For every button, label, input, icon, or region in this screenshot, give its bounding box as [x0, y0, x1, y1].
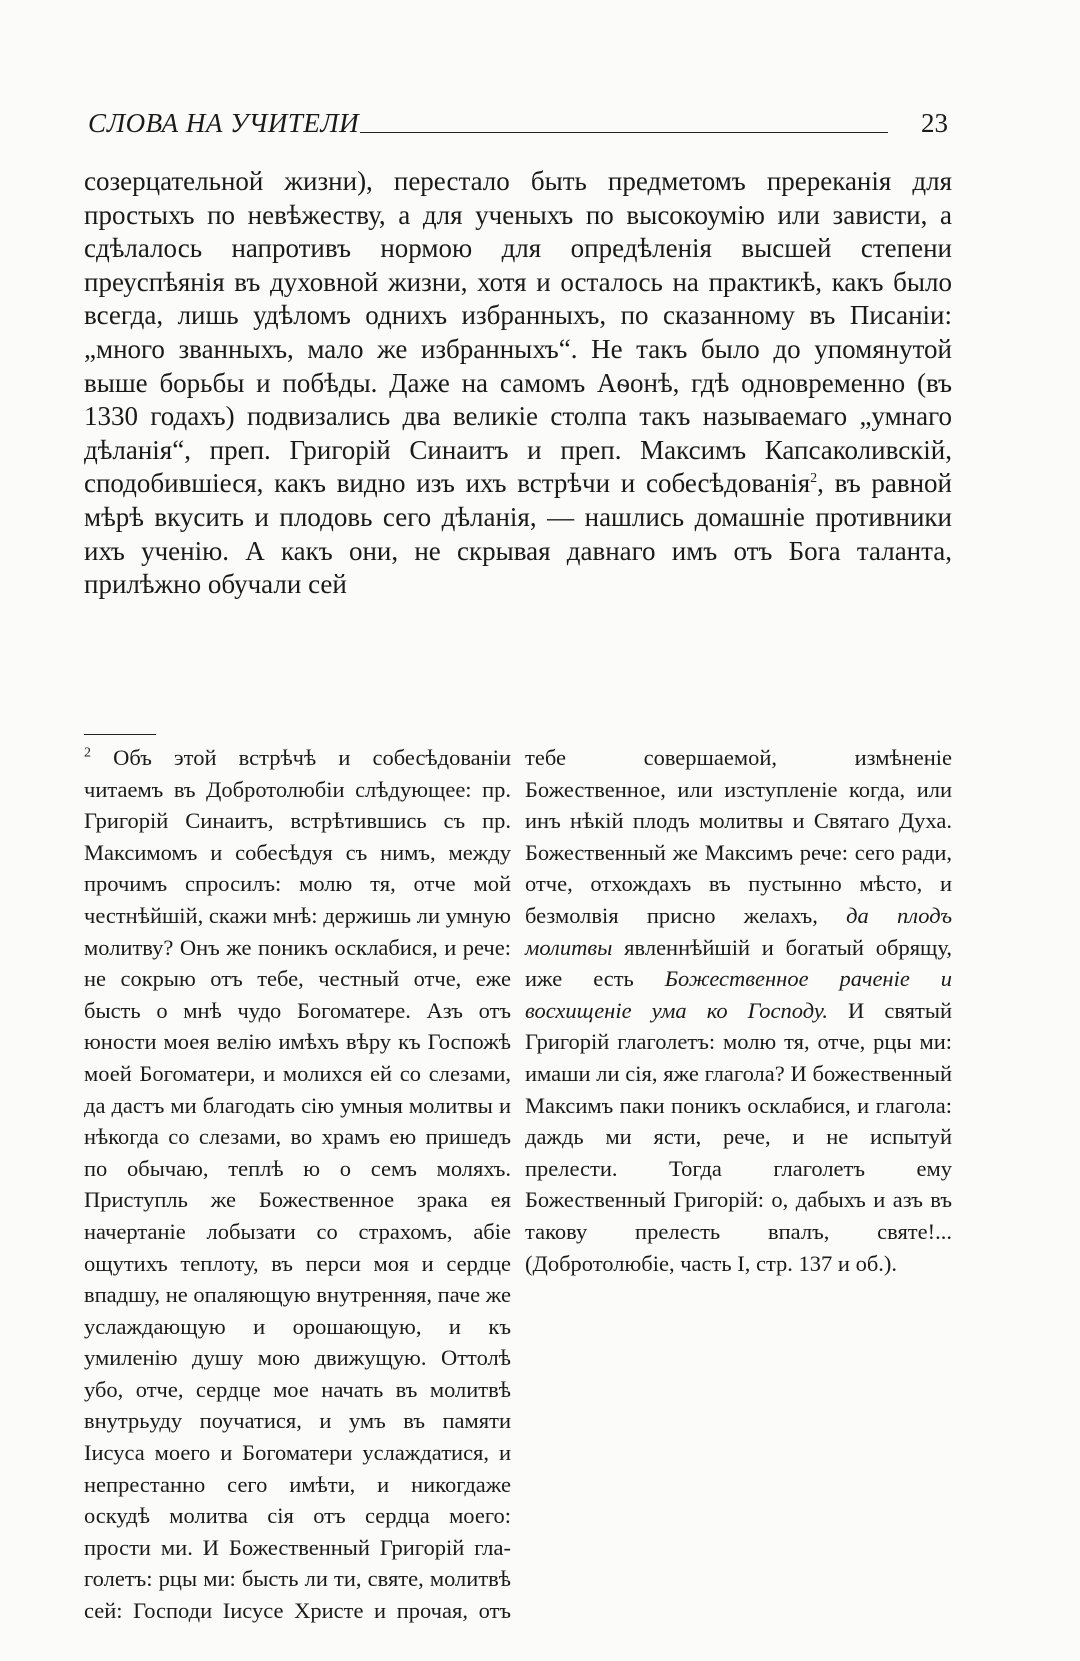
footnote-emphasis-2: Божественное раченіе и восхищеніе ума ко Господу.: [525, 966, 952, 1023]
main-paragraph-text: созерцательной жизни), перестало быть предметомъ пререканія для простыхъ по невѣжеству, а для ученыхъ по высокоумію или зависти, а сдѣлалось напротивъ нормою для опредѣленія высшей степени преуспѣянія въ духовной жизни, хотя и осталось на практикѣ, какъ было всегда, лишь удѣломъ однихъ избранныхъ, по сказанному въ Писаніи: „много званныхъ, мало же избранныхъ“. Не такъ было до упомянутой выше борьбы и побѣды. Даже на самомъ Аѳонѣ, гдѣ одновременно (въ 1330 годахъ) подвизались два великіе столпа такъ называемаго „умнаго дѣланія“, преп. Григорій Синаитъ и преп. Максимъ Капсаколивскій, сподобившіеся, какъ видно изъ ихъ встрѣчи и собесѣдованія: [84, 166, 952, 499]
footnote-text-1: Объ этой встрѣчѣ и собесѣдованіи читаемъ въ Добротолюбіи слѣдующее: пр. Григорій Синаитъ, встрѣтившись съ пр. Максимомъ и собесѣдуя съ нимъ, между прочимъ спросилъ: молю тя, отче мой честнѣйшій, скажи мнѣ: держишь ли умную молитву? Онъ же поникъ осклабися, и рече: не сокрыю отъ тебе, честный отче, еже бысть о мнѣ чудо Богоматере. Азъ отъ юности моея велію имѣхъ вѣру къ Госпожѣ моей Богоматери, и молихся ей со слезами, да дастъ ми благодать сію умныя молитвы и нѣкогда со слезами, во храмъ ею пришедъ по обычаю, теплѣ ю о семъ моляхъ. Приступль же Божественное зрака ея начертаніе лобызати со страхомъ, абіе ощутихъ теплоту, въ перси моя и сердце впадшу, не опаляющую внутренняя, паче же услаждающую и орошающую, и къ умиленію душу мою движущую. Оттолѣ убо, отче, сердце мое начать въ молитвѣ внутрьуду поучатися, и умъ въ памяти Іисуса моего и Богоматери услаждатися, и непрестанно сего имѣти, и никогдаже оскудѣ молитва сія отъ сердца моего: прости ми. И Божественный Григорій глаголетъ: рцы ми: бысть ли ти, святе, молитвѣ сей: Господи Іисусе Христе и прочая, отъ тебе совершаемой, измѣненіе Божественное, или изступленіе когда, или инъ нѣкій плодъ молитвы и Святаго Духа. Божественный же Максимъ рече: сего ради, отче, отхождахъ въ пустынно мѣсто, и безмолвія присно желахъ,: [84, 745, 952, 1624]
footnote-area: [84, 742, 952, 1642]
footnote-text-3: И святый Григорій глаголетъ: молю тя, отче, рцы ми: имаши ли сія, яже глагола? И божественный Максимъ паки поникъ осклабися, и глагола: даждь ми ясти, рече, и не испытуй прелести. Тогда глаголетъ ему Божественный Григорій: о, дабыхъ и азъ въ такову прелесть впалъ, святе!... (Добротолюбіе, часть I, стр. 137 и об.).: [525, 997, 952, 1276]
footnote-marker: 2: [84, 745, 91, 761]
footnote-emphasis-1: да плодъ молитвы: [525, 902, 953, 960]
footnote-reference: 2: [810, 471, 818, 487]
running-title: СЛОВА НА УЧИТЕЛИ: [88, 108, 360, 138]
main-paragraph-continuation: , въ равной мѣрѣ вкусить и плодовь сего дѣланія, — нашлись домашніе противники ихъ ученію. А какъ они, не скрывая давнаго имъ отъ Бога таланта, прилѣжно обучали сей: [84, 468, 953, 600]
footnote-2: [84, 742, 952, 1642]
footnote-separator: [84, 734, 156, 735]
page-header: [88, 108, 948, 148]
main-paragraph: [84, 165, 952, 602]
header-rule: [360, 132, 888, 133]
footnote-text-2: явленнѣйшій и богатый обрящу, иже есть: [525, 934, 952, 992]
page-number: 23: [921, 108, 948, 138]
